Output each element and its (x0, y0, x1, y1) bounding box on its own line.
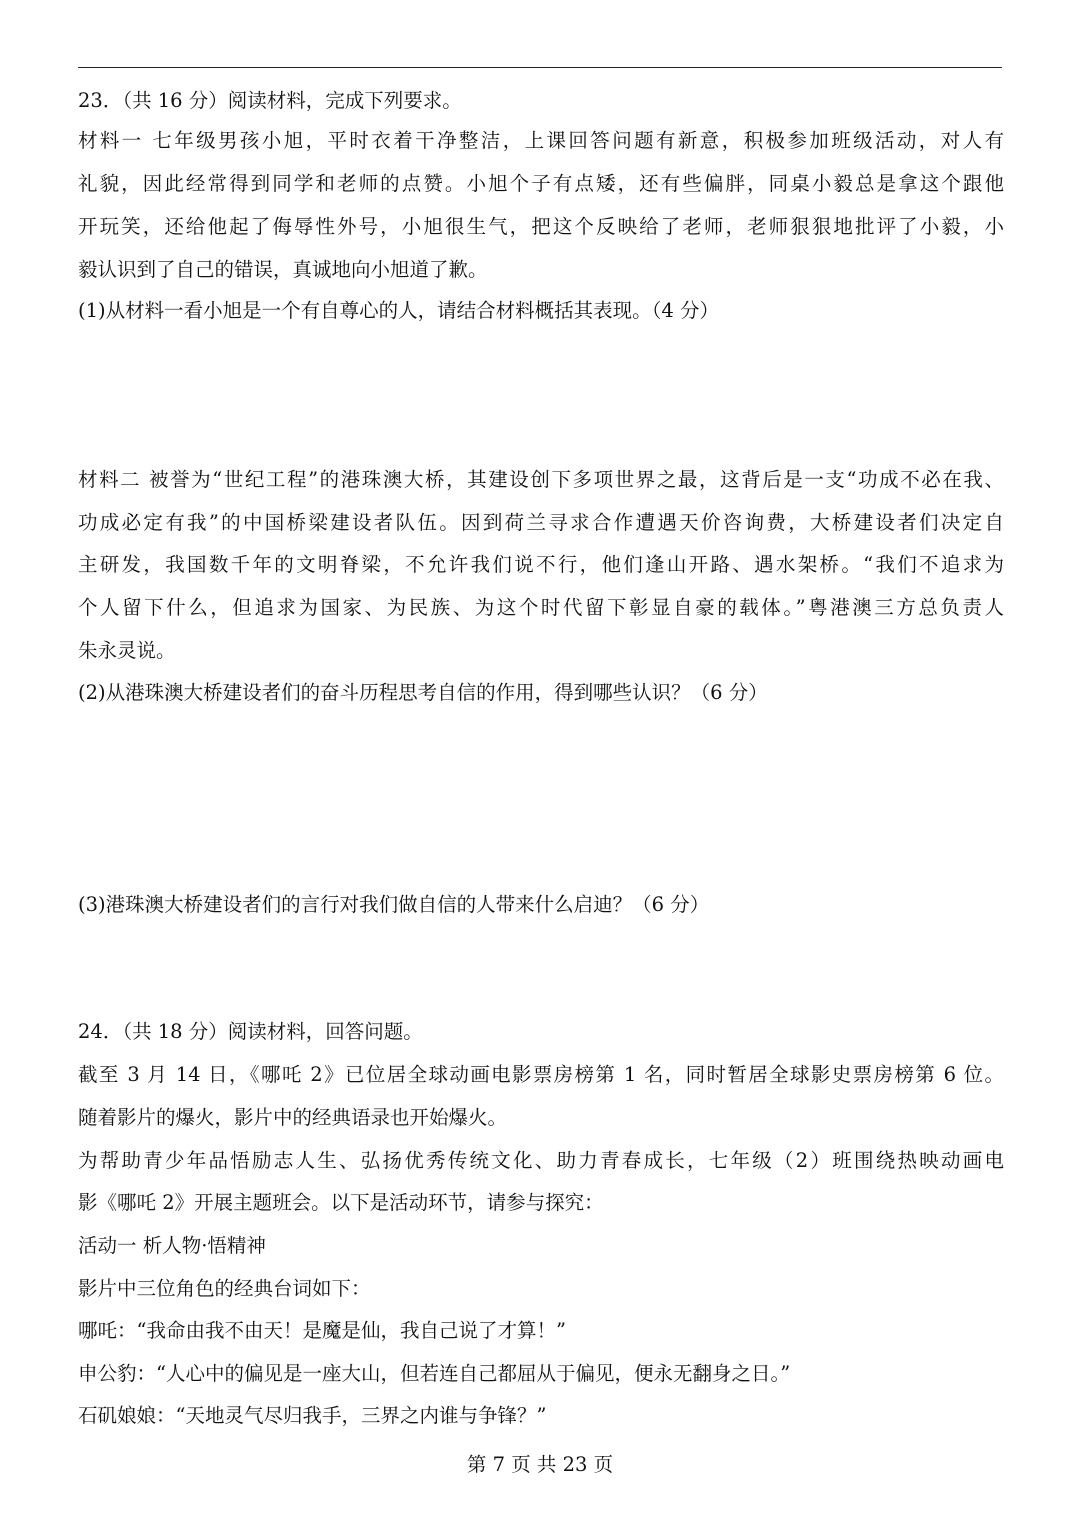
q24-activity-1: 活动一 析人物·悟精神 (78, 1234, 266, 1257)
q23-material1-line: 礼貌，因此经常得到同学和老师的点赞。小旭个子有点矮，还有些偏胖，同桌小毅总是拿这个跟他 (78, 172, 1004, 195)
q24-quote: 申公豹：“人心中的偏见是一座大山，但若连自己都屈从于偏见，便永无翻身之日。” (78, 1362, 791, 1385)
q23-material1-line: 毅认识到了自己的错误，真诚地向小旭道了歉。 (78, 258, 488, 281)
q24-intro-line: 随着影片的爆火，影片中的经典语录也开始爆火。 (78, 1106, 508, 1129)
q24-intro-line: 影《哪吒 2》开展主题班会。以下是活动环节，请参与探究： (78, 1191, 604, 1214)
q24-intro-line: 截至 3 月 14 日，《哪吒 2》已位居全球动画电影票房榜第 1 名，同时暂居全球影史票房榜第 6 位。 (78, 1063, 1004, 1086)
q23-header: 23．（共 16 分）阅读材料，完成下列要求。 (78, 89, 462, 112)
q24-quote: 哪吒：“我命由我不由天！是魔是仙，我自己说了才算！” (78, 1319, 566, 1342)
q23-material2-line: 朱永灵说。 (78, 639, 176, 662)
page-footer: 第 7 页 共 23 页 (466, 1453, 614, 1476)
q24-quotes-intro: 影片中三位角色的经典台词如下： (78, 1277, 371, 1300)
top-rule (78, 67, 1002, 68)
q23-material1-line: 材料一 七年级男孩小旭，平时衣着干净整洁，上课回答问题有新意，积极参加班级活动，对人有 (78, 129, 1004, 152)
q23-material1-line: 开玩笑，还给他起了侮辱性外号，小旭很生气，把这个反映给了老师，老师狠狠地批评了小毅，小 (78, 215, 1004, 238)
q23-question-2: (2)从港珠澳大桥建设者们的奋斗历程思考自信的作用，得到哪些认识？（6 分） (78, 681, 768, 704)
q23-question-1: (1)从材料一看小旭是一个有自尊心的人，请结合材料概括其表现。（4 分） (78, 299, 719, 322)
q23-material2-line: 材料二 被誉为“世纪工程”的港珠澳大桥，其建设创下多项世界之最，这背后是一支“功成不必在我、 (78, 468, 1004, 491)
q23-question-3: (3)港珠澳大桥建设者们的言行对我们做自信的人带来什么启迪？（6 分） (78, 893, 710, 916)
q24-quote: 石矶娘娘：“天地灵气尽归我手，三界之内谁与争锋？” (78, 1404, 547, 1427)
q23-material2-line: 个人留下什么，但追求为国家、为民族、为这个时代留下彰显自豪的载体。”粤港澳三方总负责人 (78, 596, 1004, 619)
q23-material2-line: 主研发，我国数千年的文明脊梁，不允许我们说不行，他们逢山开路、遇水架桥。“我们不追求为 (78, 553, 1004, 576)
q23-material2-line: 功成必定有我”的中国桥梁建设者队伍。因到荷兰寻求合作遭遇天价咨询费，大桥建设者们决定自 (78, 511, 1004, 534)
q24-intro-line: 为帮助青少年品悟励志人生、弘扬优秀传统文化、助力青春成长，七年级（2）班围绕热映动画电 (78, 1149, 1004, 1172)
q24-header: 24．（共 18 分）阅读材料，回答问题。 (78, 1020, 423, 1043)
